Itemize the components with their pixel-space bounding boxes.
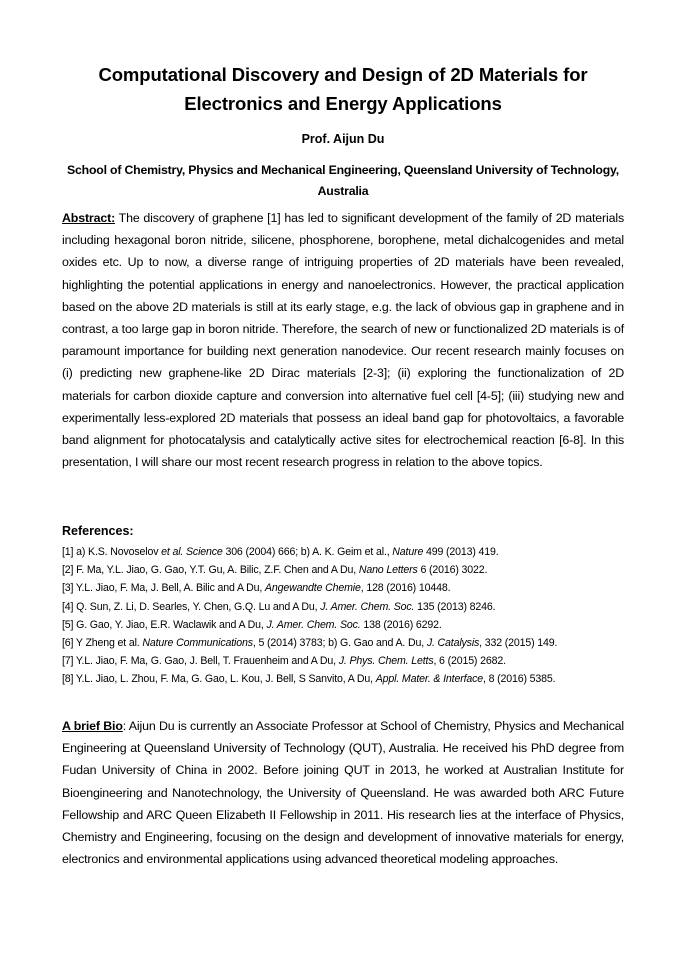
author-name: Prof. Aijun Du: [301, 132, 385, 146]
affiliation-line-2: Australia: [317, 184, 369, 198]
references-list: [62, 543, 642, 689]
bio-paragraph: [62, 715, 624, 870]
ref-journal: Nature Communications: [142, 637, 253, 650]
bio-label: A brief Bio: [62, 719, 123, 733]
reference-item: [62, 670, 642, 688]
abstract-paragraph: [62, 207, 624, 473]
title-line-2: Electronics and Energy Applications: [184, 93, 502, 114]
affiliation-line-1: School of Chemistry, Physics and Mechanical Engineering, Queensland University of Technology,: [67, 163, 619, 177]
ref-journal: Nature: [392, 546, 424, 558]
ref-text: 6 (2016) 3022.: [417, 564, 488, 577]
abstract-text: The discovery of graphene [1] has led to significant development of the family of 2D materials including hexagonal boron nitride, silicene, phosphorene, borophene, metal dichalcogenides and metal oxides etc. Up to now, a diverse range of intriguing properties of 2D materials have been revealed, highlighting the potential applications in energy and nanoelectronics. However, the practical application based on the above 2D materials is still at its early stage, e.g. the lack of obvious gap in graphene and in contrast, a too large gap in boron nitride. Therefore, the search of new or functionalized 2D materials is of paramount importance for building next generation nanodevice. Our recent research mainly focuses on (i) predicting new graphene-like 2D Dirac materials [2-3]; (ii) exploring the functionalization of 2D materials for carbon dioxide capture and conversion into alternative fuel cell [4-5]; (iii) studying new and experimentally less-explored 2D materials that possess an ideal band gap for photovoltaics, a favorable band alignment for photocatalysis and catalytically active sites for electrochemical reaction [6-8]. In this presentation, I will share our most recent research progress in relation to the above topics.: [62, 211, 624, 470]
reference-item: [62, 561, 642, 579]
ref-text: [1] a) K.S. Novoselov: [62, 546, 162, 558]
ref-journal: J. Amer. Chem. Soc.: [266, 618, 361, 631]
reference-item: [62, 543, 642, 561]
reference-item: [62, 634, 642, 652]
affiliation: [58, 160, 628, 202]
ref-text: [5] G. Gao, Y. Jiao, E.R. Waclawik and A Du,: [62, 618, 267, 631]
abstract-label: Abstract:: [62, 211, 116, 225]
reference-item: [62, 616, 642, 634]
ref-journal: Appl. Mater. & Interface: [375, 673, 484, 686]
reference-item: [62, 579, 642, 597]
ref-text: [3] Y.L. Jiao, F. Ma, J. Bell, A. Bilic and A Du,: [62, 582, 265, 595]
ref-journal: J. Catalysis: [426, 637, 480, 650]
ref-journal: Nano Letters: [358, 564, 418, 577]
ref-text: , 5 (2014) 3783; b) G. Gao and A. Du,: [252, 637, 427, 650]
ref-text: , 6 (2015) 2682.: [433, 655, 506, 668]
reference-item: [62, 652, 642, 670]
ref-text: , 128 (2016) 10448.: [360, 582, 451, 595]
ref-text: , 332 (2015) 149.: [479, 637, 558, 650]
document-title: [62, 60, 624, 118]
ref-text: [7] Y.L. Jiao, F. Ma, G. Gao, J. Bell, T. Frauenheim and A Du,: [62, 655, 339, 668]
ref-text: 135 (2013) 8246.: [414, 600, 496, 613]
references-heading: References:: [62, 524, 134, 538]
ref-text: [6] Y Zheng et al.: [62, 637, 143, 650]
ref-journal: et al. Science: [161, 546, 223, 558]
ref-text: [4] Q. Sun, Z. Li, D. Searles, Y. Chen, G.Q. Lu and A Du,: [62, 600, 321, 613]
reference-item: [62, 598, 642, 616]
ref-journal: J. Amer. Chem. Soc.: [320, 600, 415, 613]
ref-text: 306 (2004) 666; b) A. K. Geim et al.,: [222, 546, 393, 558]
title-line-1: Computational Discovery and Design of 2D Materials for: [98, 64, 588, 85]
ref-text: 138 (2016) 6292.: [360, 618, 442, 631]
ref-text: , 8 (2016) 5385.: [483, 673, 556, 686]
ref-text: [2] F. Ma, Y.L. Jiao, G. Gao, Y.T. Gu, A. Bilic, Z.F. Chen and A Du,: [62, 564, 359, 577]
ref-text: 499 (2013) 419.: [423, 546, 499, 558]
ref-text: [8] Y.L. Jiao, L. Zhou, F. Ma, G. Gao, L. Kou, J. Bell, S Sanvito, A Du,: [62, 673, 376, 686]
ref-journal: Angewandte Chemie: [264, 582, 361, 595]
bio-text: : Aijun Du is currently an Associate Professor at School of Chemistry, Physics and Mechanical Engineering at Queensland University of Technology (QUT), Australia. He received his PhD degree from Fudan University of China in 2002. Before joining QUT in 2013, he worked at Australian Institute for Bioengineering and Nanotechnology, the University of Queensland. He was awarded both ARC Future Fellowship and ARC Queen Elizabeth II Fellowship in 2011. His research lies at the interface of Physics, Chemistry and Engineering, focusing on the design and development of innovative materials for energy, electronics and environmental applications using advanced theoretical modeling approaches.: [62, 719, 624, 867]
ref-journal: J. Phys. Chem. Letts: [338, 655, 434, 668]
